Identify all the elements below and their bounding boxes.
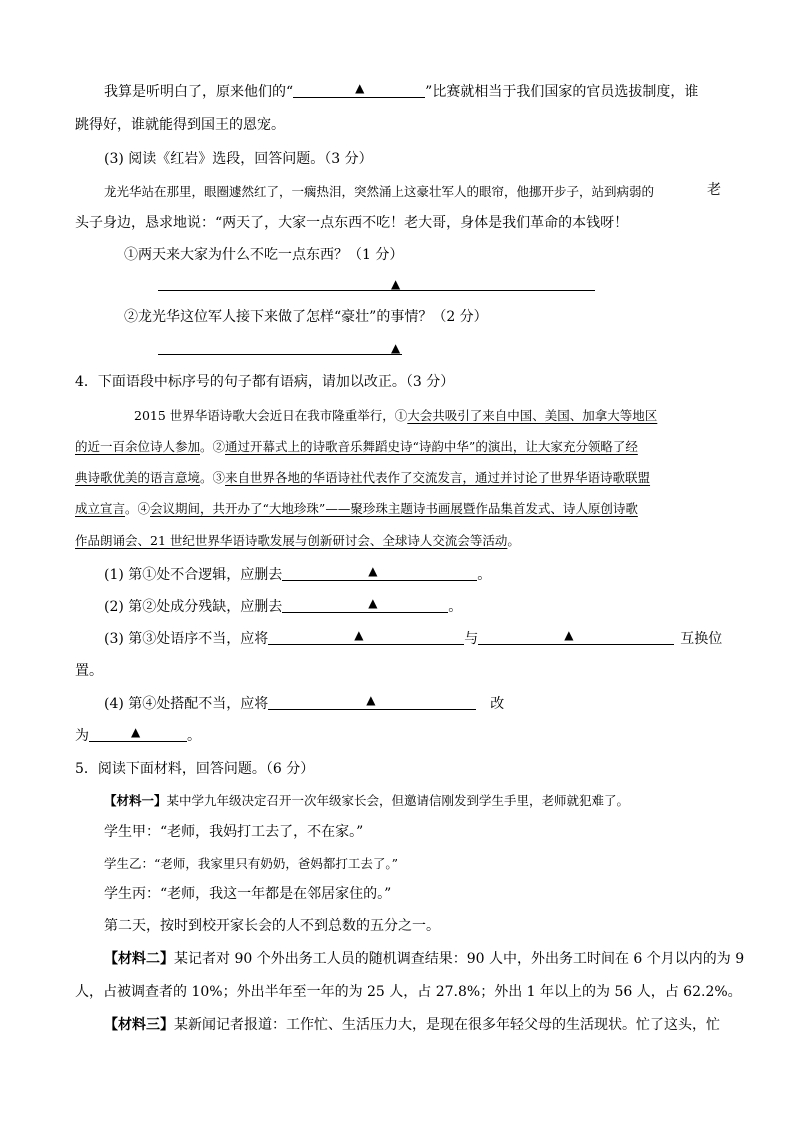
text: 。 (448, 599, 463, 615)
passage-line: 跳得好，谁就能得到国王的恩宠。 (75, 117, 285, 133)
paragraph-line: 人，占被调查者的 10%；外出半年至一年的为 25 人，占 27.8%；外出 1 年以上的为 56 人，占 62.2%。 (75, 984, 742, 1000)
triangle-marker-icon: ▲ (391, 277, 401, 291)
triangle-marker-icon: ▲ (131, 725, 141, 739)
underlined-text: 典诗歌优美的语言意境 (75, 470, 201, 485)
answer-row: 置。 (75, 663, 103, 679)
underlined-text: 来自世界各地的华语诗社代表作了交流发言，通过并讨论了世界华语诗歌联盟 (225, 470, 651, 485)
paragraph-line: 第二天，按时到校开家长会的人不到总数的五分之一。 (104, 918, 440, 934)
text: 某新闻记者报道：工作忙、生活压力大，是现在很多年轻父母的生活现状。忙了这头，忙 (174, 1017, 720, 1033)
text: 。③ (200, 470, 226, 485)
material-three (104, 1015, 720, 1035)
text: (2) 第②处成分残缺，应删去 (104, 599, 283, 615)
excerpt-line: 头子身边，恳求地说：“两天了，大家一点东西不吃！老大哥，身体是我们革命的本钱呀！ (75, 215, 629, 231)
answer-row (75, 726, 201, 746)
text: 2015 世界华语诗歌大会近日在我市隆重举行，① (134, 408, 408, 423)
answer-blank[interactable] (268, 695, 476, 710)
text: 改 (490, 696, 505, 712)
text: 为 (75, 728, 89, 744)
answer-row (104, 565, 491, 585)
triangle-marker-icon: ▲ (564, 628, 574, 642)
text: 某中学九年级决定召开一次年级家长会，但邀请信刚发到学生手里，老师就犯难了。 (166, 793, 630, 808)
text: 互换位 (680, 631, 723, 647)
paragraph-line (134, 406, 657, 426)
text: 。② (200, 439, 226, 454)
sub-question: ①两天来大家为什么不吃一点东西？（1 分） (124, 247, 404, 263)
text: 。 (507, 533, 520, 548)
underlined-text: 会议期间，共开办了“大地珍珠”——聚珍珠主题诗书画展暨作品集首发式、诗人原创诗歌 (150, 501, 638, 516)
answer-blank[interactable] (478, 630, 674, 645)
triangle-marker-icon: ▲ (368, 596, 378, 610)
text: 。 (477, 567, 492, 583)
excerpt-line: 老 (707, 182, 721, 198)
material-two (104, 949, 744, 969)
question-heading: (3) 阅读《红岩》选段，回答问题。（3 分） (104, 151, 373, 167)
paragraph-line (75, 499, 638, 519)
answer-blank[interactable] (89, 727, 187, 742)
answer-row (104, 694, 504, 714)
excerpt-line: 龙光华站在那里，眼圈遽然红了，一瘸热泪，突然涌上这豪壮军人的眼帘，他挪开步子，站到病弱的 (104, 184, 655, 199)
triangle-marker-icon: ▲ (354, 628, 364, 642)
answer-blank[interactable] (293, 83, 425, 98)
answer-line[interactable] (158, 290, 595, 291)
answer-line[interactable] (158, 354, 402, 355)
question-heading: 5．阅读下面材料，回答问题。（6 分） (75, 761, 315, 777)
text: (4) 第④处搭配不当，应将 (104, 696, 269, 712)
text: (3) 第③处语序不当，应将 (104, 631, 269, 647)
passage-text: ”比赛就相当于我们国家的官员选拔制度，谁 (425, 84, 699, 100)
answer-row (104, 629, 722, 649)
underlined-text: 大会共吸引了来自中国、美国、加拿大等地区 (407, 408, 658, 423)
text: 。④ (125, 501, 151, 516)
material-tag: 【材料一】 (104, 793, 167, 808)
answer-row (104, 597, 462, 617)
paragraph-line (75, 531, 520, 551)
triangle-marker-icon: ▲ (391, 341, 401, 355)
dialogue-line: 学生乙：“老师，我家里只有奶奶，爸妈都打工去了。” (104, 856, 399, 871)
triangle-marker-icon: ▲ (368, 564, 378, 578)
dialogue-line: 学生丙：“老师，我这一年都是在邻居家住的。” (104, 886, 392, 902)
material-tag: 【材料二】 (104, 951, 174, 967)
underlined-text: 通过开幕式上的诗歌音乐舞蹈史诗“诗韵中华”的演出，让大家充分领略了经 (225, 439, 638, 454)
paragraph-line (75, 468, 650, 488)
triangle-marker-icon: ▲ (366, 693, 376, 707)
answer-blank[interactable] (282, 566, 477, 581)
paragraph-line (75, 437, 638, 457)
text: 与 (464, 631, 479, 647)
dialogue-line: 学生甲：“老师，我妈打工去了，不在家。” (104, 824, 364, 840)
underlined-text: 作品朗诵会、21 世纪世界华语诗歌发展与创新研讨会、全球诗人交流会等活动 (75, 533, 508, 548)
passage-text: 我算是听明白了，原来他们的“ (104, 84, 294, 100)
text: 某记者对 90 个外出务工人员的随机调查结果：90 人中，外出务工时间在 6 个月以内的为 9 (174, 951, 745, 967)
text: (1) 第①处不合逻辑，应删去 (104, 567, 283, 583)
question-heading: 4．下面语段中标序号的句子都有语病，请加以改正。（3 分） (75, 374, 455, 390)
material-tag: 【材料三】 (104, 1017, 174, 1033)
material-one (104, 791, 629, 811)
sub-question: ②龙光华这位军人接下来做了怎样“豪壮”的事情？（2 分） (124, 309, 488, 325)
passage-line (104, 82, 698, 102)
triangle-marker-icon: ▲ (355, 81, 365, 95)
answer-blank[interactable] (282, 598, 448, 613)
text: 。 (187, 728, 201, 744)
answer-blank[interactable] (268, 630, 464, 645)
underlined-text: 成立宣言 (75, 501, 126, 516)
underlined-text: 的近一百余位诗人参加 (75, 439, 201, 454)
